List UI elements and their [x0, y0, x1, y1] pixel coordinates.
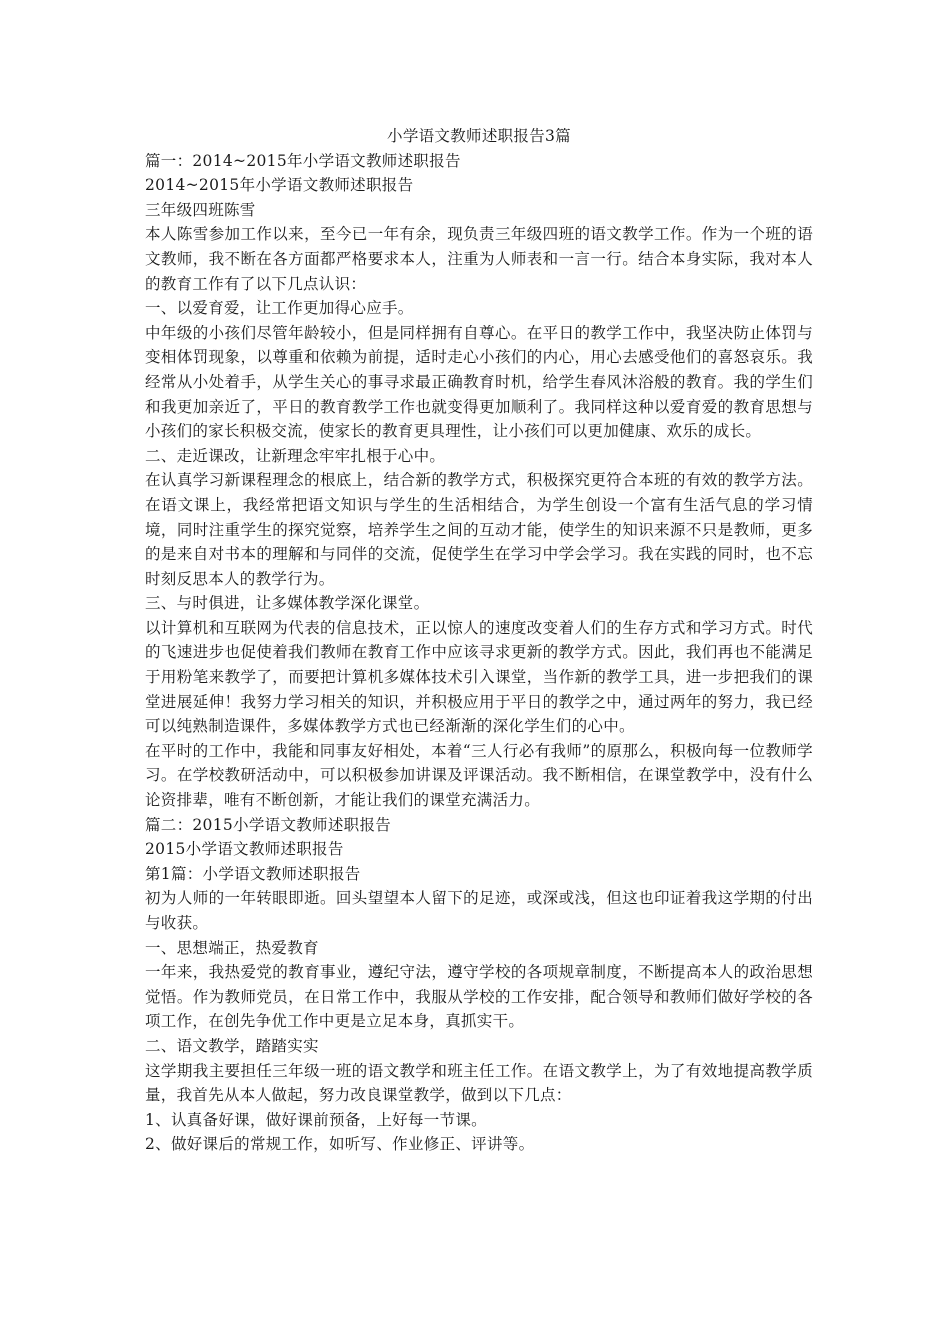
author-line: 三年级四班陈雪	[145, 200, 256, 219]
section-heading-2: 二、走近课改，让新理念牢牢扎根于心中。	[145, 446, 446, 465]
heading-part-two: 篇二：2015小学语文教师述职报告	[145, 815, 392, 834]
subheading-report-2015: 2015小学语文教师述职报告	[145, 840, 344, 859]
heading-part-one: 篇一：2014~2015年小学语文教师述职报告	[145, 151, 461, 170]
document-title: 小学语文教师述职报告3篇	[387, 127, 571, 145]
paragraph-section-2: 在认真学习新课程理念的根底上，结合新的教学方式，积极探究更符合本班的有效的教学方法。在语文课上，我经常把语文知识与学生的生活相结合，为学生创设一个富有生活气息的学习情境，同时注重学生的探究觉察，培养学生之间的互动才能，使学生的知识来源不只是教师，更多的是来自对书本的理解和与同伴的交流，促使学生在学习中学会学习。我在实践的同时，也不忘时刻反思本人的教学行为。	[145, 471, 813, 588]
section-heading-1: 一、以爱育爱，让工作更加得心应手。	[145, 299, 414, 318]
subheading-article-1: 第1篇：小学语文教师述职报告	[145, 864, 361, 883]
paragraph-thought: 一年来，我热爱党的教育事业，遵纪守法，遵守学校的各项规章制度，不断提高本人的政治思想觉悟。作为教师党员，在日常工作中，我服从学校的工作安排，配合领导和教师们做好学校的各项工作，在创先争优工作中更是立足本身，真抓实干。	[145, 963, 813, 1031]
paragraph-section-1: 中年级的小孩们尽管年龄较小，但是同样拥有自尊心。在平日的教学工作中，我坚决防止体罚与变相体罚现象，以尊重和依赖为前提，适时走心小孩们的内心，用心去感受他们的喜怒哀乐。我经常从小处着手，从学生关心的事寻求最正确教育时机，给学生春风沐浴般的教育。我的学生们和我更加亲近了，平日的教育教学工作也就变得更加顺利了。我同样这种以爱育爱的教育思想与小孩们的家长积极交流，使家长的教育更具理性，让小孩们可以更加健康、欢乐的成长。	[145, 323, 813, 441]
section-heading-thought: 一、思想端正，热爱教育	[145, 938, 319, 957]
paragraph-opening: 初为人师的一年转眼即逝。回头望望本人留下的足迹，或深或浅，但这也印证着我这学期的付出与收获。	[145, 889, 813, 932]
paragraph-teaching: 这学期我主要担任三年级一班的语文教学和班主任工作。在语文教学上，为了有效地提高教学质量，我首先从本人做起，努力改良课堂教学，做到以下几点：	[145, 1061, 813, 1105]
paragraph-section-3: 以计算机和互联网为代表的信息技术，正以惊人的速度改变着人们的生存方式和学习方式。时代的飞速进步也促使着我们教师在教育工作中应该寻求更新的教学方式。因此，我们再也不能满足于用粉笔来教学了，而要把计算机多媒体技术引入课堂，当作新的教学工具，进一步把我们的课堂进展延伸！我努力学习相关的知识，并积极应用于平日的教学之中，通过两年的努力，我已经可以纯熟制造课件，多媒体教学方式也已经渐渐的深化学生们的心中。	[145, 618, 813, 736]
section-heading-teaching: 二、语文教学，踏踏实实	[145, 1036, 319, 1055]
section-heading-3: 三、与时俱进，让多媒体教学深化课堂。	[145, 594, 430, 613]
list-item-2: 2、做好课后的常规工作，如听写、作业修正、评讲等。	[145, 1135, 535, 1154]
list-item-1: 1、认真备好课，做好课前预备，上好每一节课。	[145, 1110, 487, 1129]
paragraph-intro: 本人陈雪参加工作以来，至今已一年有余，现负责三年级四班的语文教学工作。作为一个班的语文教师，我不断在各方面都严格要求本人，注重为人师表和一言一行。结合本身实际，我对本人的教育工作有了以下几点认识：	[145, 225, 813, 293]
paragraph-colleagues: 在平时的工作中，我能和同事友好相处，本着“三人行必有我师”的原那么，积极向每一位教师学习。在学校教研活动中，可以积极参加讲课及评课活动。我不断相信，在课堂教学中，没有什么论资排辈，唯有不断创新，才能让我们的课堂充满活力。	[145, 741, 813, 810]
document-body	[145, 124, 813, 1157]
subheading-report-2014-2015: 2014~2015年小学语文教师述职报告	[145, 176, 414, 195]
